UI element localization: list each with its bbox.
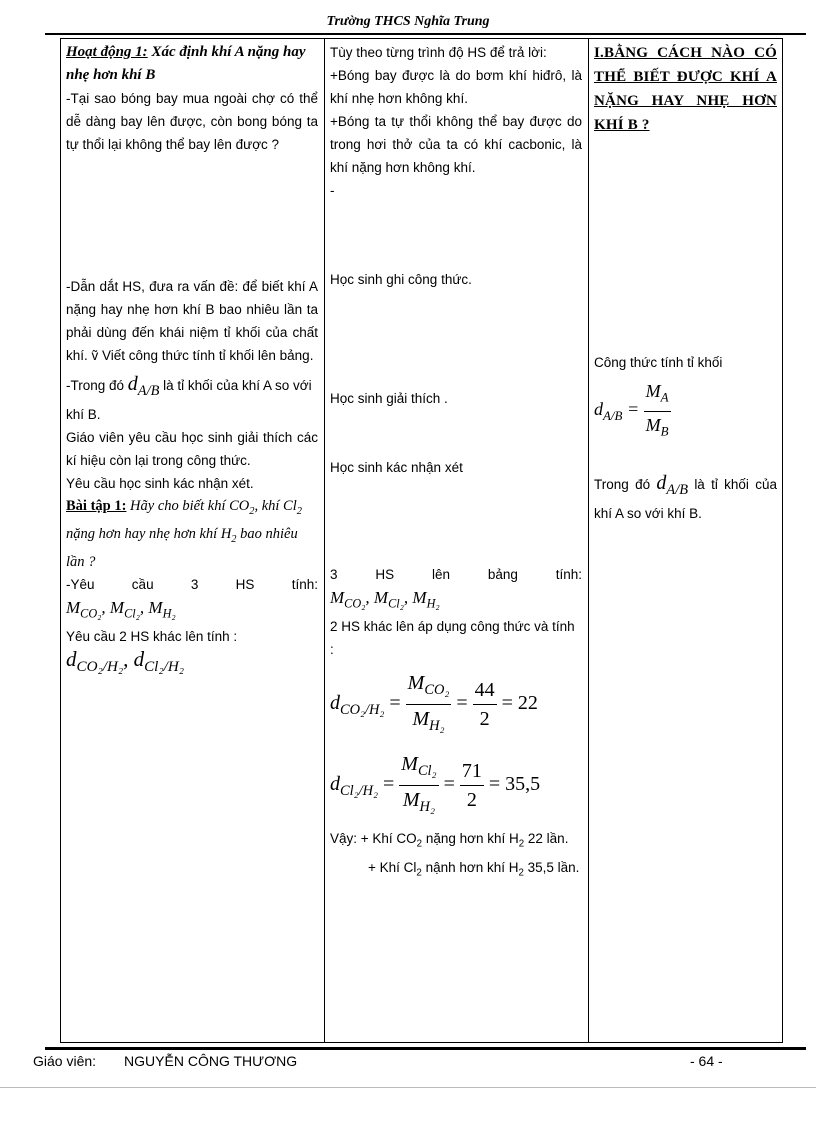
answer-three-hs: 3 HS lên bảng tính: bbox=[330, 567, 582, 582]
conclusion-cl2: + Khí $Cl_2$ nậnh hơn khí $H_2$ 35,5 lần. bbox=[368, 860, 580, 879]
density-symbol: $d_{A/B}$ bbox=[127, 373, 160, 399]
conclusion-co2: Vậy: + Khí $CO_2$ nặng hơn khí $H_2$ 22 lần. bbox=[330, 831, 569, 851]
answer-comment: Học sinh kác nhận xét bbox=[330, 460, 463, 475]
formula-label: Công thức tính tỉ khối bbox=[594, 355, 723, 370]
answer-apply: 2 HS khác lên áp dụng công thức và tính : bbox=[330, 619, 575, 658]
intro-paragraph: -Dẫn dắt HS, đưa ra vấn đề: để biết khí A nặng hay nhẹ hơn khí B bao nhiêu lần ta phải dùng đến khái niệm tỉ khối của chất khí. ṽ Viết công thức tính tỉ khối lên bảng. bbox=[66, 279, 318, 363]
answer-co2: +Bóng ta tự thổi không thể bay được do trong hơi thở của ta có khí cacbonic, là khí nặng hơn không khí. bbox=[330, 114, 582, 175]
footer-teacher: Giáo viên: NGUYỄN CÔNG THƯƠNG bbox=[33, 1053, 298, 1069]
molar-mass-symbols-2: $M_{CO_2}$, $M_{Cl_2}$, $M_{H_2}$ bbox=[330, 588, 440, 611]
activity-heading: Hoạt động 1: Xác định khí A nặng hay nhẹ hơn khí B bbox=[66, 44, 306, 83]
density-request: Yêu cầu 2 HS khác lên tính : bbox=[66, 629, 238, 645]
calc-request: -Yêu cầu 3 HS tính: bbox=[66, 576, 318, 592]
answer-intro: Tùy theo từng trình độ HS để trả lời: bbox=[330, 45, 547, 60]
explain-request: Giáo viên yêu cầu học sinh giải thích các kí hiệu còn lại trong công thức. bbox=[66, 430, 318, 468]
question-balloon: -Tại sao bóng bay mua ngoài chợ có thể dễ dàng bay lên được, còn bong bóng ta tự thổi lại không thể bay lên được ? bbox=[66, 91, 318, 152]
lesson-table bbox=[60, 38, 783, 1043]
comment-request: Yêu cầu học sinh kác nhận xét. bbox=[66, 476, 254, 491]
footer-rule bbox=[45, 1047, 806, 1050]
page-header: Trường THCS Nghĩa Trung bbox=[326, 14, 490, 29]
formula-explanation: Trong đó $d_{A/B}$ là tỉ khối của khí A so với khí B. bbox=[594, 472, 777, 522]
header-rule bbox=[45, 33, 806, 35]
molar-mass-symbols: $M_{CO_2}$, $M_{Cl_2}$, $M_{H_2}$ bbox=[66, 597, 176, 621]
content-column bbox=[589, 39, 782, 1042]
density-formula: $d_{A/B}$ = $\frac{M_A}{M_B}$ bbox=[594, 378, 777, 444]
teacher-activity-column bbox=[61, 39, 323, 1042]
density-symbols: $d_{CO_2/H_2}$, $d_{Cl_2/H_2}$ bbox=[66, 647, 185, 676]
exercise-title: Bài tập 1: Hãy cho biết khí $CO_2$, khí $Cl_2$ nặng hơn hay nhẹ hơn khí $H_2$ bao nhiêu lần ? bbox=[66, 498, 302, 570]
answer-write-formula: Học sinh ghi công thức. bbox=[330, 272, 472, 287]
co2-density-equation: $d_{CO_2/H_2}$ = $\frac{M_{CO_2}}{M_{H_2}}$ = $\frac{44}{2}$ = 22 bbox=[330, 669, 582, 740]
page-bottom-rule bbox=[0, 1087, 816, 1088]
dash: - bbox=[330, 183, 335, 198]
page-number: - 64 - bbox=[690, 1053, 723, 1069]
section-heading: I.BẰNG CÁCH NÀO CÓ THỂ BIẾT ĐƯỢC KHÍ A NẶNG HAY NHẸ HƠN KHÍ B ? bbox=[594, 45, 777, 133]
cl2-density-equation: $d_{Cl_2/H_2}$ = $\frac{M_{Cl_2}}{M_{H_2}}$ = $\frac{71}{2}$ = 35,5 bbox=[330, 750, 582, 821]
symbol-explanation: -Trong đó $d_{A/B}$ là tỉ khối của khí A so với khí B. bbox=[66, 373, 312, 422]
answer-hydrogen: +Bóng bay được là do bơm khí hiđrô, là khí nhẹ hơn không khí. bbox=[330, 68, 582, 106]
student-activity-column bbox=[325, 39, 587, 1042]
answer-explain: Học sinh giải thích . bbox=[330, 391, 448, 406]
